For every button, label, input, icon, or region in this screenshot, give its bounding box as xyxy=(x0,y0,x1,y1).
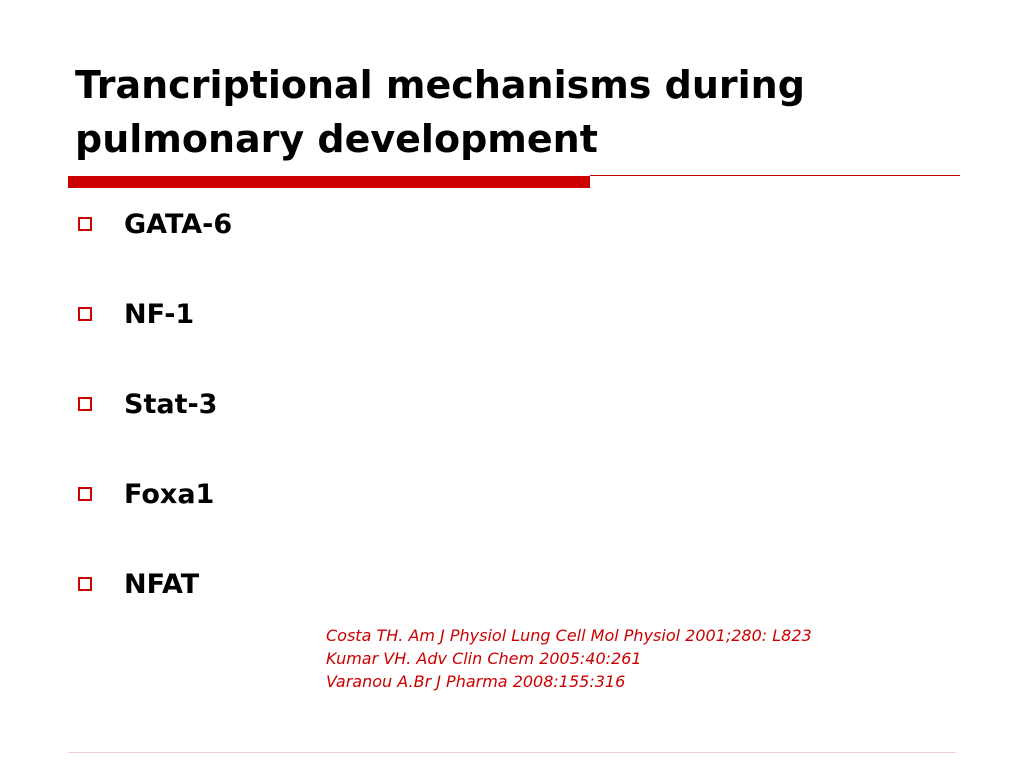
bullet-list xyxy=(78,202,232,652)
footer-divider xyxy=(68,752,956,753)
title-underline-thick xyxy=(68,176,590,188)
slide-title: Trancriptional mechanisms during pulmonary development xyxy=(75,63,805,161)
bullet-item xyxy=(78,562,232,606)
title-underline-thin xyxy=(590,175,960,176)
reference-line: Kumar VH. Adv Clin Chem 2005:40:261 xyxy=(326,649,642,668)
hollow-square-icon xyxy=(78,487,92,501)
bullet-item xyxy=(78,382,232,426)
bullet-item xyxy=(78,202,232,246)
bullet-text: GATA-6 xyxy=(124,208,233,240)
references-block xyxy=(326,624,812,693)
reference-line: Costa TH. Am J Physiol Lung Cell Mol Physiol 2001;280: L823 xyxy=(326,626,812,645)
reference-line: Varanou A.Br J Pharma 2008:155:316 xyxy=(326,672,626,691)
bullet-text: NF-1 xyxy=(124,298,195,330)
bullet-item xyxy=(78,472,232,516)
hollow-square-icon xyxy=(78,577,92,591)
bullet-text: Stat-3 xyxy=(124,388,218,420)
hollow-square-icon xyxy=(78,217,92,231)
hollow-square-icon xyxy=(78,307,92,321)
bullet-text: NFAT xyxy=(124,568,200,600)
bullet-text: Foxa1 xyxy=(124,478,215,510)
bullet-item xyxy=(78,292,232,336)
hollow-square-icon xyxy=(78,397,92,411)
